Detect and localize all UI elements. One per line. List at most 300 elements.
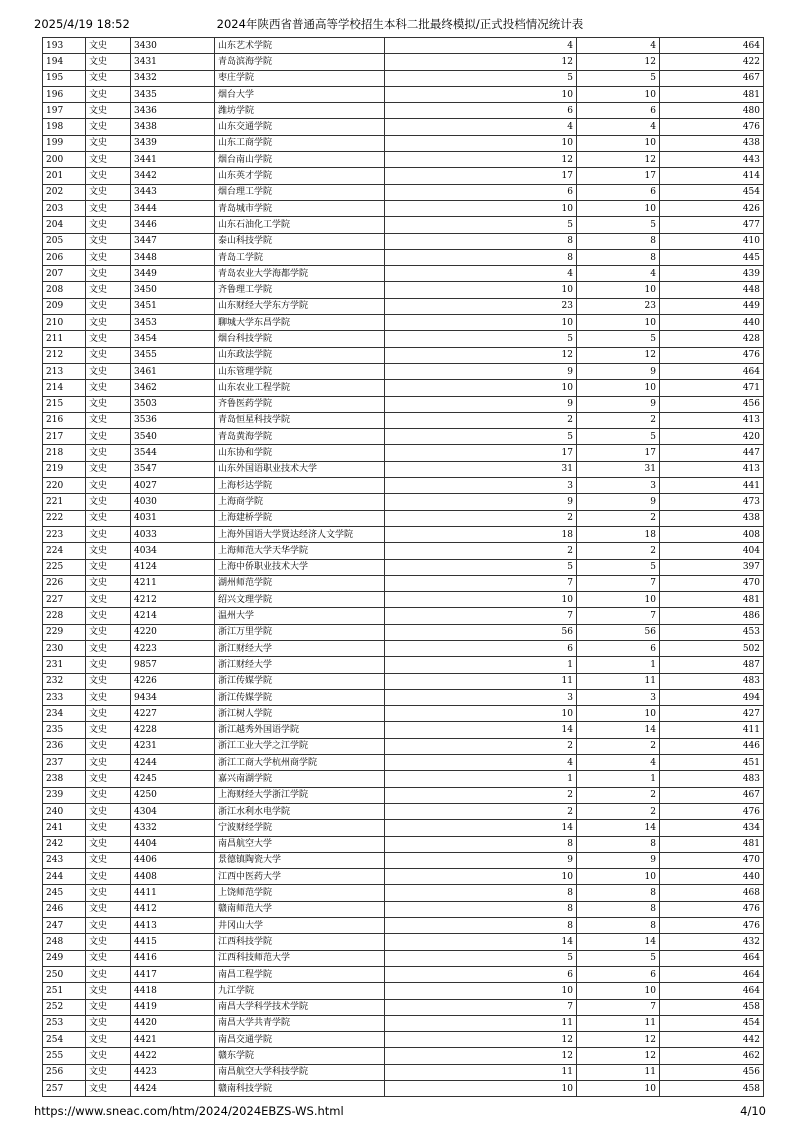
cell-plan-count: 6 <box>385 184 577 200</box>
cell-row-index: 257 <box>43 1081 86 1097</box>
cell-school-name: 烟台大学 <box>215 86 385 102</box>
cell-plan-count: 9 <box>385 363 577 379</box>
cell-plan-count: 7 <box>385 999 577 1015</box>
print-footer <box>34 1101 766 1121</box>
cell-admitted-count: 18 <box>577 526 660 542</box>
cell-admitted-count: 12 <box>577 1032 660 1048</box>
cell-plan-count: 10 <box>385 706 577 722</box>
cell-school-name: 浙江财经大学 <box>215 640 385 656</box>
cell-row-index: 246 <box>43 901 86 917</box>
cell-admitted-count: 4 <box>577 38 660 54</box>
cell-min-score: 414 <box>660 168 764 184</box>
cell-category: 文史 <box>86 315 131 331</box>
cell-school-code: 4250 <box>131 787 215 803</box>
cell-row-index: 232 <box>43 673 86 689</box>
cell-admitted-count: 2 <box>577 412 660 428</box>
cell-row-index: 225 <box>43 559 86 575</box>
cell-category: 文史 <box>86 657 131 673</box>
cell-plan-count: 11 <box>385 1064 577 1080</box>
cell-min-score: 494 <box>660 689 764 705</box>
cell-school-name: 温州大学 <box>215 608 385 624</box>
table-row <box>43 852 764 868</box>
cell-school-code: 3536 <box>131 412 215 428</box>
cell-category: 文史 <box>86 1048 131 1064</box>
cell-row-index: 219 <box>43 461 86 477</box>
cell-plan-count: 2 <box>385 738 577 754</box>
cell-category: 文史 <box>86 950 131 966</box>
cell-admitted-count: 10 <box>577 869 660 885</box>
cell-row-index: 247 <box>43 918 86 934</box>
cell-plan-count: 5 <box>385 559 577 575</box>
cell-school-code: 4033 <box>131 526 215 542</box>
cell-min-score: 470 <box>660 575 764 591</box>
cell-school-code: 9434 <box>131 689 215 705</box>
cell-school-name: 赣东学院 <box>215 1048 385 1064</box>
cell-school-name: 浙江水利水电学院 <box>215 803 385 819</box>
cell-min-score: 445 <box>660 249 764 265</box>
cell-row-index: 234 <box>43 706 86 722</box>
cell-category: 文史 <box>86 934 131 950</box>
cell-category: 文史 <box>86 38 131 54</box>
cell-school-name: 山东农业工程学院 <box>215 380 385 396</box>
cell-row-index: 239 <box>43 787 86 803</box>
cell-category: 文史 <box>86 461 131 477</box>
cell-school-code: 3503 <box>131 396 215 412</box>
cell-plan-count: 10 <box>385 315 577 331</box>
cell-school-code: 4411 <box>131 885 215 901</box>
cell-category: 文史 <box>86 706 131 722</box>
cell-category: 文史 <box>86 689 131 705</box>
cell-row-index: 240 <box>43 803 86 819</box>
cell-min-score: 476 <box>660 803 764 819</box>
cell-category: 文史 <box>86 298 131 314</box>
cell-school-code: 4211 <box>131 575 215 591</box>
cell-admitted-count: 9 <box>577 396 660 412</box>
cell-school-code: 3436 <box>131 103 215 119</box>
cell-plan-count: 10 <box>385 869 577 885</box>
cell-plan-count: 5 <box>385 950 577 966</box>
cell-category: 文史 <box>86 217 131 233</box>
cell-school-code: 3442 <box>131 168 215 184</box>
cell-category: 文史 <box>86 152 131 168</box>
table-row <box>43 771 764 787</box>
cell-category: 文史 <box>86 592 131 608</box>
cell-school-name: 潍坊学院 <box>215 103 385 119</box>
cell-school-code: 3449 <box>131 266 215 282</box>
table-row <box>43 836 764 852</box>
cell-school-name: 山东艺术学院 <box>215 38 385 54</box>
cell-category: 文史 <box>86 200 131 216</box>
cell-school-name: 山东财经大学东方学院 <box>215 298 385 314</box>
cell-min-score: 446 <box>660 738 764 754</box>
cell-plan-count: 7 <box>385 608 577 624</box>
table-body <box>43 38 764 1097</box>
cell-school-name: 宁波财经学院 <box>215 820 385 836</box>
source-url: https://www.sneac.com/htm/2024/2024EBZS-WS.html <box>34 1104 344 1118</box>
cell-row-index: 215 <box>43 396 86 412</box>
cell-school-name: 烟台理工学院 <box>215 184 385 200</box>
cell-min-score: 451 <box>660 755 764 771</box>
table-row <box>43 820 764 836</box>
cell-category: 文史 <box>86 771 131 787</box>
cell-plan-count: 11 <box>385 673 577 689</box>
cell-row-index: 242 <box>43 836 86 852</box>
cell-school-code: 4406 <box>131 852 215 868</box>
cell-min-score: 476 <box>660 901 764 917</box>
cell-school-name: 江西科技学院 <box>215 934 385 950</box>
cell-category: 文史 <box>86 249 131 265</box>
cell-category: 文史 <box>86 820 131 836</box>
cell-row-index: 254 <box>43 1032 86 1048</box>
cell-min-score: 502 <box>660 640 764 656</box>
cell-plan-count: 10 <box>385 200 577 216</box>
cell-category: 文史 <box>86 999 131 1015</box>
cell-min-score: 410 <box>660 233 764 249</box>
cell-admitted-count: 7 <box>577 608 660 624</box>
cell-school-name: 绍兴文理学院 <box>215 592 385 608</box>
cell-school-name: 上海杉达学院 <box>215 478 385 494</box>
cell-min-score: 454 <box>660 184 764 200</box>
cell-row-index: 209 <box>43 298 86 314</box>
cell-admitted-count: 14 <box>577 722 660 738</box>
cell-min-score: 420 <box>660 429 764 445</box>
cell-plan-count: 31 <box>385 461 577 477</box>
cell-row-index: 221 <box>43 494 86 510</box>
cell-row-index: 213 <box>43 363 86 379</box>
cell-min-score: 404 <box>660 543 764 559</box>
table-row <box>43 184 764 200</box>
cell-school-name: 赣南科技学院 <box>215 1081 385 1097</box>
cell-category: 文史 <box>86 184 131 200</box>
cell-admitted-count: 5 <box>577 559 660 575</box>
table-row <box>43 135 764 151</box>
cell-min-score: 480 <box>660 103 764 119</box>
cell-plan-count: 5 <box>385 331 577 347</box>
cell-school-code: 4421 <box>131 1032 215 1048</box>
cell-school-code: 3450 <box>131 282 215 298</box>
cell-plan-count: 9 <box>385 494 577 510</box>
cell-min-score: 483 <box>660 673 764 689</box>
cell-school-name: 烟台科技学院 <box>215 331 385 347</box>
cell-school-name: 赣南师范大学 <box>215 901 385 917</box>
cell-row-index: 245 <box>43 885 86 901</box>
cell-admitted-count: 2 <box>577 510 660 526</box>
cell-school-code: 4228 <box>131 722 215 738</box>
cell-admitted-count: 10 <box>577 135 660 151</box>
cell-school-name: 山东政法学院 <box>215 347 385 363</box>
cell-min-score: 481 <box>660 836 764 852</box>
cell-school-name: 上海外国语大学贤达经济人文学院 <box>215 526 385 542</box>
cell-admitted-count: 11 <box>577 1015 660 1031</box>
cell-school-code: 4226 <box>131 673 215 689</box>
table-row <box>43 103 764 119</box>
cell-admitted-count: 1 <box>577 657 660 673</box>
cell-school-name: 青岛农业大学海都学院 <box>215 266 385 282</box>
cell-category: 文史 <box>86 738 131 754</box>
cell-category: 文史 <box>86 966 131 982</box>
cell-plan-count: 5 <box>385 429 577 445</box>
cell-admitted-count: 4 <box>577 266 660 282</box>
cell-plan-count: 8 <box>385 918 577 934</box>
cell-min-score: 464 <box>660 966 764 982</box>
cell-row-index: 229 <box>43 624 86 640</box>
cell-admitted-count: 12 <box>577 1048 660 1064</box>
cell-admitted-count: 6 <box>577 966 660 982</box>
cell-school-code: 3547 <box>131 461 215 477</box>
cell-row-index: 255 <box>43 1048 86 1064</box>
cell-admitted-count: 8 <box>577 901 660 917</box>
table-row <box>43 738 764 754</box>
table-row <box>43 478 764 494</box>
cell-school-code: 4418 <box>131 983 215 999</box>
cell-min-score: 476 <box>660 347 764 363</box>
table-row <box>43 966 764 982</box>
cell-min-score: 442 <box>660 1032 764 1048</box>
admission-stats-table <box>42 37 764 1097</box>
cell-school-code: 4231 <box>131 738 215 754</box>
cell-plan-count: 18 <box>385 526 577 542</box>
cell-category: 文史 <box>86 445 131 461</box>
table-row <box>43 706 764 722</box>
cell-school-name: 青岛工学院 <box>215 249 385 265</box>
cell-min-score: 454 <box>660 1015 764 1031</box>
table-row <box>43 608 764 624</box>
cell-min-score: 486 <box>660 608 764 624</box>
cell-admitted-count: 4 <box>577 755 660 771</box>
cell-category: 文史 <box>86 363 131 379</box>
cell-row-index: 253 <box>43 1015 86 1031</box>
cell-school-name: 南昌航空大学 <box>215 836 385 852</box>
cell-school-name: 景德镇陶瓷大学 <box>215 852 385 868</box>
cell-category: 文史 <box>86 266 131 282</box>
table-row <box>43 445 764 461</box>
cell-school-name: 山东工商学院 <box>215 135 385 151</box>
cell-row-index: 228 <box>43 608 86 624</box>
cell-school-name: 江西中医药大学 <box>215 869 385 885</box>
cell-plan-count: 7 <box>385 575 577 591</box>
cell-school-name: 浙江财经大学 <box>215 657 385 673</box>
cell-school-code: 4413 <box>131 918 215 934</box>
cell-min-score: 432 <box>660 934 764 950</box>
cell-row-index: 256 <box>43 1064 86 1080</box>
table-row <box>43 168 764 184</box>
cell-school-name: 浙江工业大学之江学院 <box>215 738 385 754</box>
cell-row-index: 241 <box>43 820 86 836</box>
cell-admitted-count: 17 <box>577 445 660 461</box>
cell-min-score: 438 <box>660 510 764 526</box>
cell-admitted-count: 1 <box>577 771 660 787</box>
cell-admitted-count: 14 <box>577 934 660 950</box>
cell-row-index: 206 <box>43 249 86 265</box>
cell-category: 文史 <box>86 380 131 396</box>
cell-plan-count: 14 <box>385 934 577 950</box>
cell-plan-count: 12 <box>385 54 577 70</box>
cell-min-score: 483 <box>660 771 764 787</box>
cell-school-code: 3441 <box>131 152 215 168</box>
cell-plan-count: 2 <box>385 412 577 428</box>
cell-category: 文史 <box>86 640 131 656</box>
cell-school-name: 上海建桥学院 <box>215 510 385 526</box>
table-row <box>43 315 764 331</box>
table-row <box>43 657 764 673</box>
cell-plan-count: 8 <box>385 249 577 265</box>
cell-admitted-count: 9 <box>577 852 660 868</box>
table-row <box>43 934 764 950</box>
cell-category: 文史 <box>86 412 131 428</box>
cell-plan-count: 10 <box>385 983 577 999</box>
cell-school-name: 青岛城市学院 <box>215 200 385 216</box>
table-row <box>43 592 764 608</box>
cell-plan-count: 10 <box>385 380 577 396</box>
cell-school-name: 南昌大学科学技术学院 <box>215 999 385 1015</box>
table-row <box>43 510 764 526</box>
cell-school-name: 山东英才学院 <box>215 168 385 184</box>
cell-min-score: 476 <box>660 119 764 135</box>
table-row <box>43 1048 764 1064</box>
cell-plan-count: 4 <box>385 38 577 54</box>
cell-min-score: 453 <box>660 624 764 640</box>
cell-school-code: 3448 <box>131 249 215 265</box>
cell-category: 文史 <box>86 918 131 934</box>
cell-category: 文史 <box>86 168 131 184</box>
cell-school-code: 4420 <box>131 1015 215 1031</box>
table-row <box>43 494 764 510</box>
cell-category: 文史 <box>86 673 131 689</box>
cell-plan-count: 5 <box>385 70 577 86</box>
cell-min-score: 408 <box>660 526 764 542</box>
cell-min-score: 434 <box>660 820 764 836</box>
cell-row-index: 199 <box>43 135 86 151</box>
cell-min-score: 411 <box>660 722 764 738</box>
cell-school-code: 3444 <box>131 200 215 216</box>
cell-admitted-count: 14 <box>577 820 660 836</box>
cell-admitted-count: 10 <box>577 706 660 722</box>
cell-min-score: 471 <box>660 380 764 396</box>
cell-school-code: 4030 <box>131 494 215 510</box>
cell-min-score: 481 <box>660 86 764 102</box>
cell-category: 文史 <box>86 1081 131 1097</box>
cell-min-score: 413 <box>660 412 764 428</box>
cell-school-code: 3430 <box>131 38 215 54</box>
cell-min-score: 440 <box>660 315 764 331</box>
table-row <box>43 673 764 689</box>
cell-row-index: 230 <box>43 640 86 656</box>
cell-school-code: 4227 <box>131 706 215 722</box>
page-title: 2024年陕西省普通高等学校招生本科二批最终模拟/正式投档情况统计表 <box>216 17 584 31</box>
cell-school-code: 4244 <box>131 755 215 771</box>
cell-admitted-count: 8 <box>577 836 660 852</box>
cell-school-name: 青岛恒星科技学院 <box>215 412 385 428</box>
table-row <box>43 918 764 934</box>
cell-school-code: 4419 <box>131 999 215 1015</box>
cell-row-index: 238 <box>43 771 86 787</box>
cell-category: 文史 <box>86 852 131 868</box>
table-row <box>43 266 764 282</box>
cell-plan-count: 9 <box>385 396 577 412</box>
cell-row-index: 252 <box>43 999 86 1015</box>
cell-school-code: 4027 <box>131 478 215 494</box>
table-row <box>43 200 764 216</box>
cell-row-index: 214 <box>43 380 86 396</box>
cell-min-score: 448 <box>660 282 764 298</box>
cell-admitted-count: 6 <box>577 640 660 656</box>
cell-school-name: 齐鲁医药学院 <box>215 396 385 412</box>
cell-school-name: 浙江万里学院 <box>215 624 385 640</box>
cell-row-index: 211 <box>43 331 86 347</box>
cell-plan-count: 14 <box>385 820 577 836</box>
table-row <box>43 331 764 347</box>
cell-school-name: 烟台南山学院 <box>215 152 385 168</box>
cell-min-score: 487 <box>660 657 764 673</box>
cell-school-code: 4223 <box>131 640 215 656</box>
cell-school-name: 山东管理学院 <box>215 363 385 379</box>
cell-row-index: 233 <box>43 689 86 705</box>
cell-category: 文史 <box>86 755 131 771</box>
cell-plan-count: 12 <box>385 152 577 168</box>
cell-admitted-count: 4 <box>577 119 660 135</box>
table-row <box>43 70 764 86</box>
cell-category: 文史 <box>86 510 131 526</box>
cell-min-score: 473 <box>660 494 764 510</box>
page-number: 4/10 <box>740 1104 766 1118</box>
cell-admitted-count: 10 <box>577 200 660 216</box>
cell-category: 文史 <box>86 54 131 70</box>
cell-school-code: 4124 <box>131 559 215 575</box>
cell-plan-count: 23 <box>385 298 577 314</box>
cell-category: 文史 <box>86 885 131 901</box>
cell-school-code: 4424 <box>131 1081 215 1097</box>
cell-school-code: 3540 <box>131 429 215 445</box>
cell-admitted-count: 10 <box>577 86 660 102</box>
table-row <box>43 1064 764 1080</box>
cell-category: 文史 <box>86 803 131 819</box>
cell-admitted-count: 8 <box>577 885 660 901</box>
cell-row-index: 250 <box>43 966 86 982</box>
cell-row-index: 205 <box>43 233 86 249</box>
cell-row-index: 203 <box>43 200 86 216</box>
cell-category: 文史 <box>86 559 131 575</box>
cell-min-score: 427 <box>660 706 764 722</box>
cell-row-index: 244 <box>43 869 86 885</box>
table-row <box>43 885 764 901</box>
cell-school-name: 上海师范大学天华学院 <box>215 543 385 559</box>
cell-row-index: 212 <box>43 347 86 363</box>
cell-plan-count: 6 <box>385 640 577 656</box>
table-row <box>43 901 764 917</box>
cell-admitted-count: 10 <box>577 282 660 298</box>
cell-category: 文史 <box>86 869 131 885</box>
cell-min-score: 397 <box>660 559 764 575</box>
table-row <box>43 787 764 803</box>
cell-min-score: 422 <box>660 54 764 70</box>
cell-plan-count: 2 <box>385 510 577 526</box>
cell-school-name: 上海财经大学浙江学院 <box>215 787 385 803</box>
cell-admitted-count: 56 <box>577 624 660 640</box>
cell-admitted-count: 5 <box>577 429 660 445</box>
cell-min-score: 477 <box>660 217 764 233</box>
cell-school-code: 3447 <box>131 233 215 249</box>
table-row <box>43 543 764 559</box>
cell-row-index: 227 <box>43 592 86 608</box>
table-row <box>43 396 764 412</box>
cell-school-code: 3438 <box>131 119 215 135</box>
cell-school-code: 4422 <box>131 1048 215 1064</box>
cell-school-code: 4220 <box>131 624 215 640</box>
cell-admitted-count: 8 <box>577 249 660 265</box>
table-row <box>43 54 764 70</box>
cell-category: 文史 <box>86 787 131 803</box>
table-row <box>43 363 764 379</box>
